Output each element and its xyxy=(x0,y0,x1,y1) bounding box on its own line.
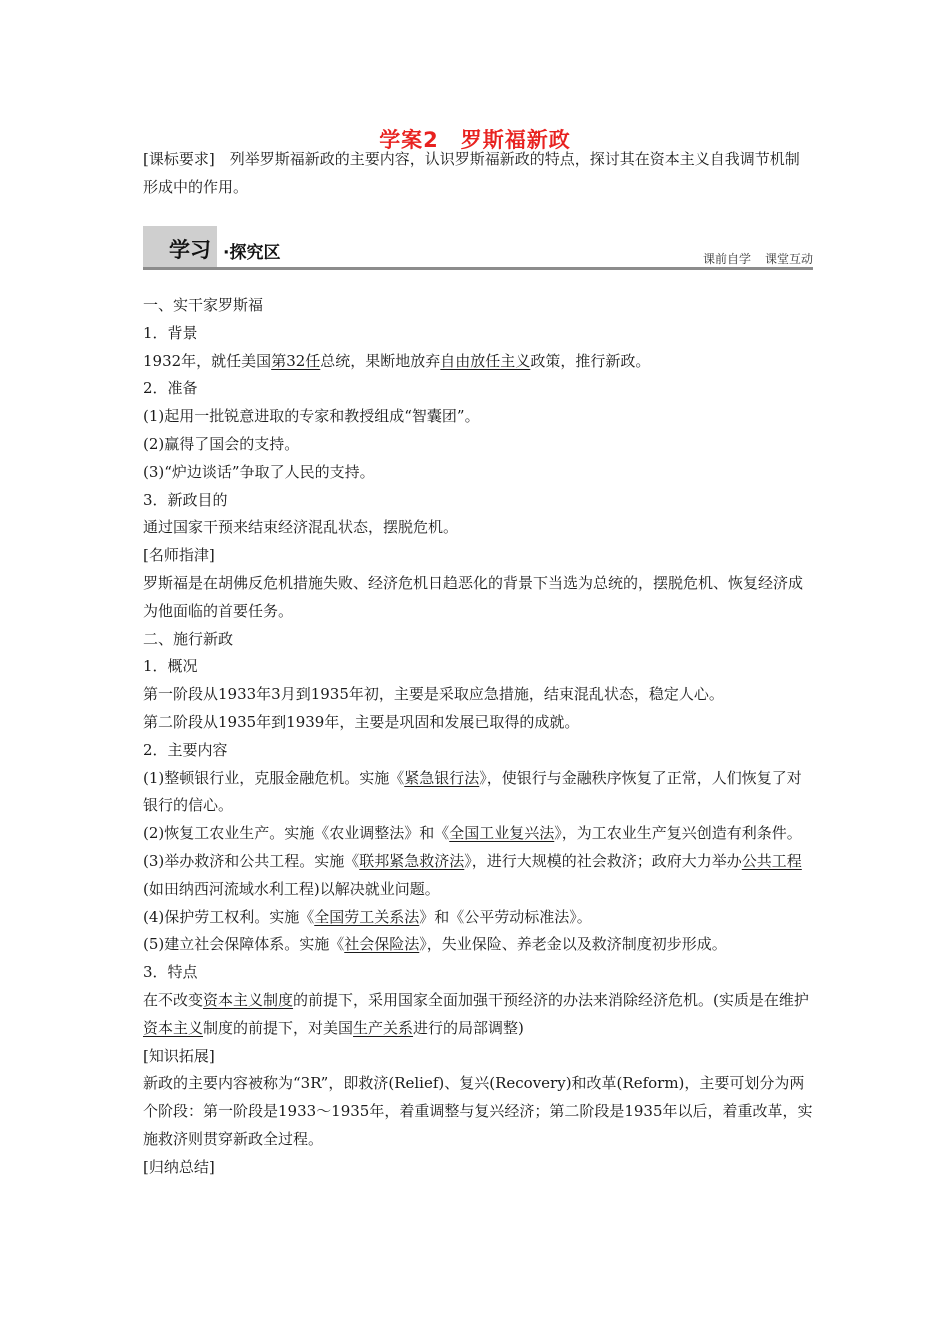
underlined-term: 紧急银行法 xyxy=(404,768,480,787)
section-heading: 二、施行新政 xyxy=(143,629,234,648)
subsection-heading: 3．特点 xyxy=(143,963,198,982)
paragraph-background xyxy=(143,348,813,376)
requirement-text: 列举罗斯福新政的主要内容，认识罗斯福新政的特点，探讨其在资本主义自我调节机制形成中的作用。 xyxy=(143,150,800,196)
list-item: (2)赢得了国会的支持。 xyxy=(143,434,300,453)
text-run: (4)保护劳工权利。实施《 xyxy=(143,907,315,926)
main-content xyxy=(143,292,813,1182)
text-run: (2)恢复工农业生产。实施《农业调整法》和《 xyxy=(143,824,450,843)
note-label: [归纳总结] xyxy=(143,1157,215,1176)
text-run: 》，进行大规模的社会救济；政府大力举办 xyxy=(464,851,742,870)
text-run: (如田纳西河流域水利工程)以解决就业问题。 xyxy=(143,879,440,898)
subsection-heading: 2．主要内容 xyxy=(143,740,228,759)
banner-right-item: 课前自学 xyxy=(702,252,751,266)
list-item: (1)起用一批锐意进取的专家和教授组成“智囊团”。 xyxy=(143,407,480,426)
text-run: 》，为工农业生产复兴创造有利条件。 xyxy=(554,824,802,843)
list-item: (3)“炉边谈话”争取了人民的支持。 xyxy=(143,462,375,481)
underlined-term: 全国劳工关系法 xyxy=(314,907,420,926)
text-run: 》和《公平劳动标准法》。 xyxy=(419,907,592,926)
underlined-term: 资本主义制度 xyxy=(203,990,294,1009)
text-run: 1932年，就任美国 xyxy=(143,351,272,370)
page-title: 学案2 罗斯福新政 xyxy=(379,128,571,152)
banner-rule xyxy=(143,267,813,270)
subsection-heading: 2．准备 xyxy=(143,379,198,398)
requirement-label: [课标要求] xyxy=(143,150,215,168)
list-item xyxy=(143,904,813,932)
underlined-term: 生产关系 xyxy=(353,1018,414,1037)
note-text: 新政的主要内容被称为“3R”，即救济(Relief)、复兴(Recovery)和改革(Reform)，主要可划分为两个阶段：第一阶段是1933～1935年，着重调整与复兴经济；第二阶段是1935年以后，着重改革，实施救济则贯穿新政全过程。 xyxy=(143,1074,813,1148)
text-run: 总统，果断地放弃 xyxy=(320,351,441,370)
underlined-term: 资本主义 xyxy=(143,1018,204,1037)
text-run: (5)建立社会保障体系。实施《 xyxy=(143,935,345,954)
text-run: (1)整顿银行业，克服金融危机。实施《 xyxy=(143,768,405,787)
curriculum-requirement xyxy=(143,145,813,201)
subsection-heading: 1．背景 xyxy=(143,323,198,342)
underlined-term: 全国工业复兴法 xyxy=(449,824,555,843)
banner-right-item: 课堂互动 xyxy=(764,252,813,266)
section-heading: 一、实干家罗斯福 xyxy=(143,296,264,314)
underlined-term: 社会保险法 xyxy=(344,935,420,954)
text-run: 政策，推行新政。 xyxy=(530,351,651,370)
text-run: 的前提下，采用国家全面加强干预经济的办法来消除经济危机。(实质是在维护 xyxy=(293,990,809,1009)
paragraph-features xyxy=(143,987,813,1043)
underlined-term: 第32任 xyxy=(271,351,321,370)
text-run: 在不改变 xyxy=(143,990,204,1009)
text-run: 进行的局部调整) xyxy=(413,1018,524,1037)
underlined-term: 自由放任主义 xyxy=(440,351,531,370)
note-label: [名师指津] xyxy=(143,546,215,565)
text-run: 》，使银行与金融秩序恢复了正常，人们恢复了对银行的信心。 xyxy=(143,768,802,815)
banner-right-labels xyxy=(689,250,813,267)
underlined-term: 公共工程 xyxy=(741,851,802,870)
text-run: 》，失业保险、养老金以及救济制度初步形成。 xyxy=(419,935,727,954)
text-run: (3)举办救济和公共工程。实施《 xyxy=(143,851,360,870)
list-item xyxy=(143,931,813,959)
note-text: 罗斯福是在胡佛反危机措施失败、经济危机日趋恶化的背景下当选为总统的，摆脱危机、恢复经济成为他面临的首要任务。 xyxy=(143,573,804,620)
banner-sub-label: ·探究区 xyxy=(223,243,281,263)
paragraph-overview: 第一阶段从1933年3月到1935年初，主要是采取应急措施，结束混乱状态，稳定人心。 xyxy=(143,685,724,704)
list-item xyxy=(143,820,813,848)
text-run: 制度的前提下，对美国 xyxy=(203,1018,354,1037)
section-banner xyxy=(143,226,813,270)
paragraph-overview: 第二阶段从1935年到1939年，主要是巩固和发展已取得的成就。 xyxy=(143,712,580,731)
subsection-heading: 1．概况 xyxy=(143,657,198,676)
list-item xyxy=(143,848,813,904)
underlined-term: 联邦紧急救济法 xyxy=(359,851,465,870)
banner-main-label: 学习 xyxy=(169,238,211,262)
subsection-heading: 3．新政目的 xyxy=(143,490,228,509)
note-label: [知识拓展] xyxy=(143,1046,215,1065)
list-item xyxy=(143,765,813,821)
paragraph-goal: 通过国家干预来结束经济混乱状态，摆脱危机。 xyxy=(143,518,459,537)
